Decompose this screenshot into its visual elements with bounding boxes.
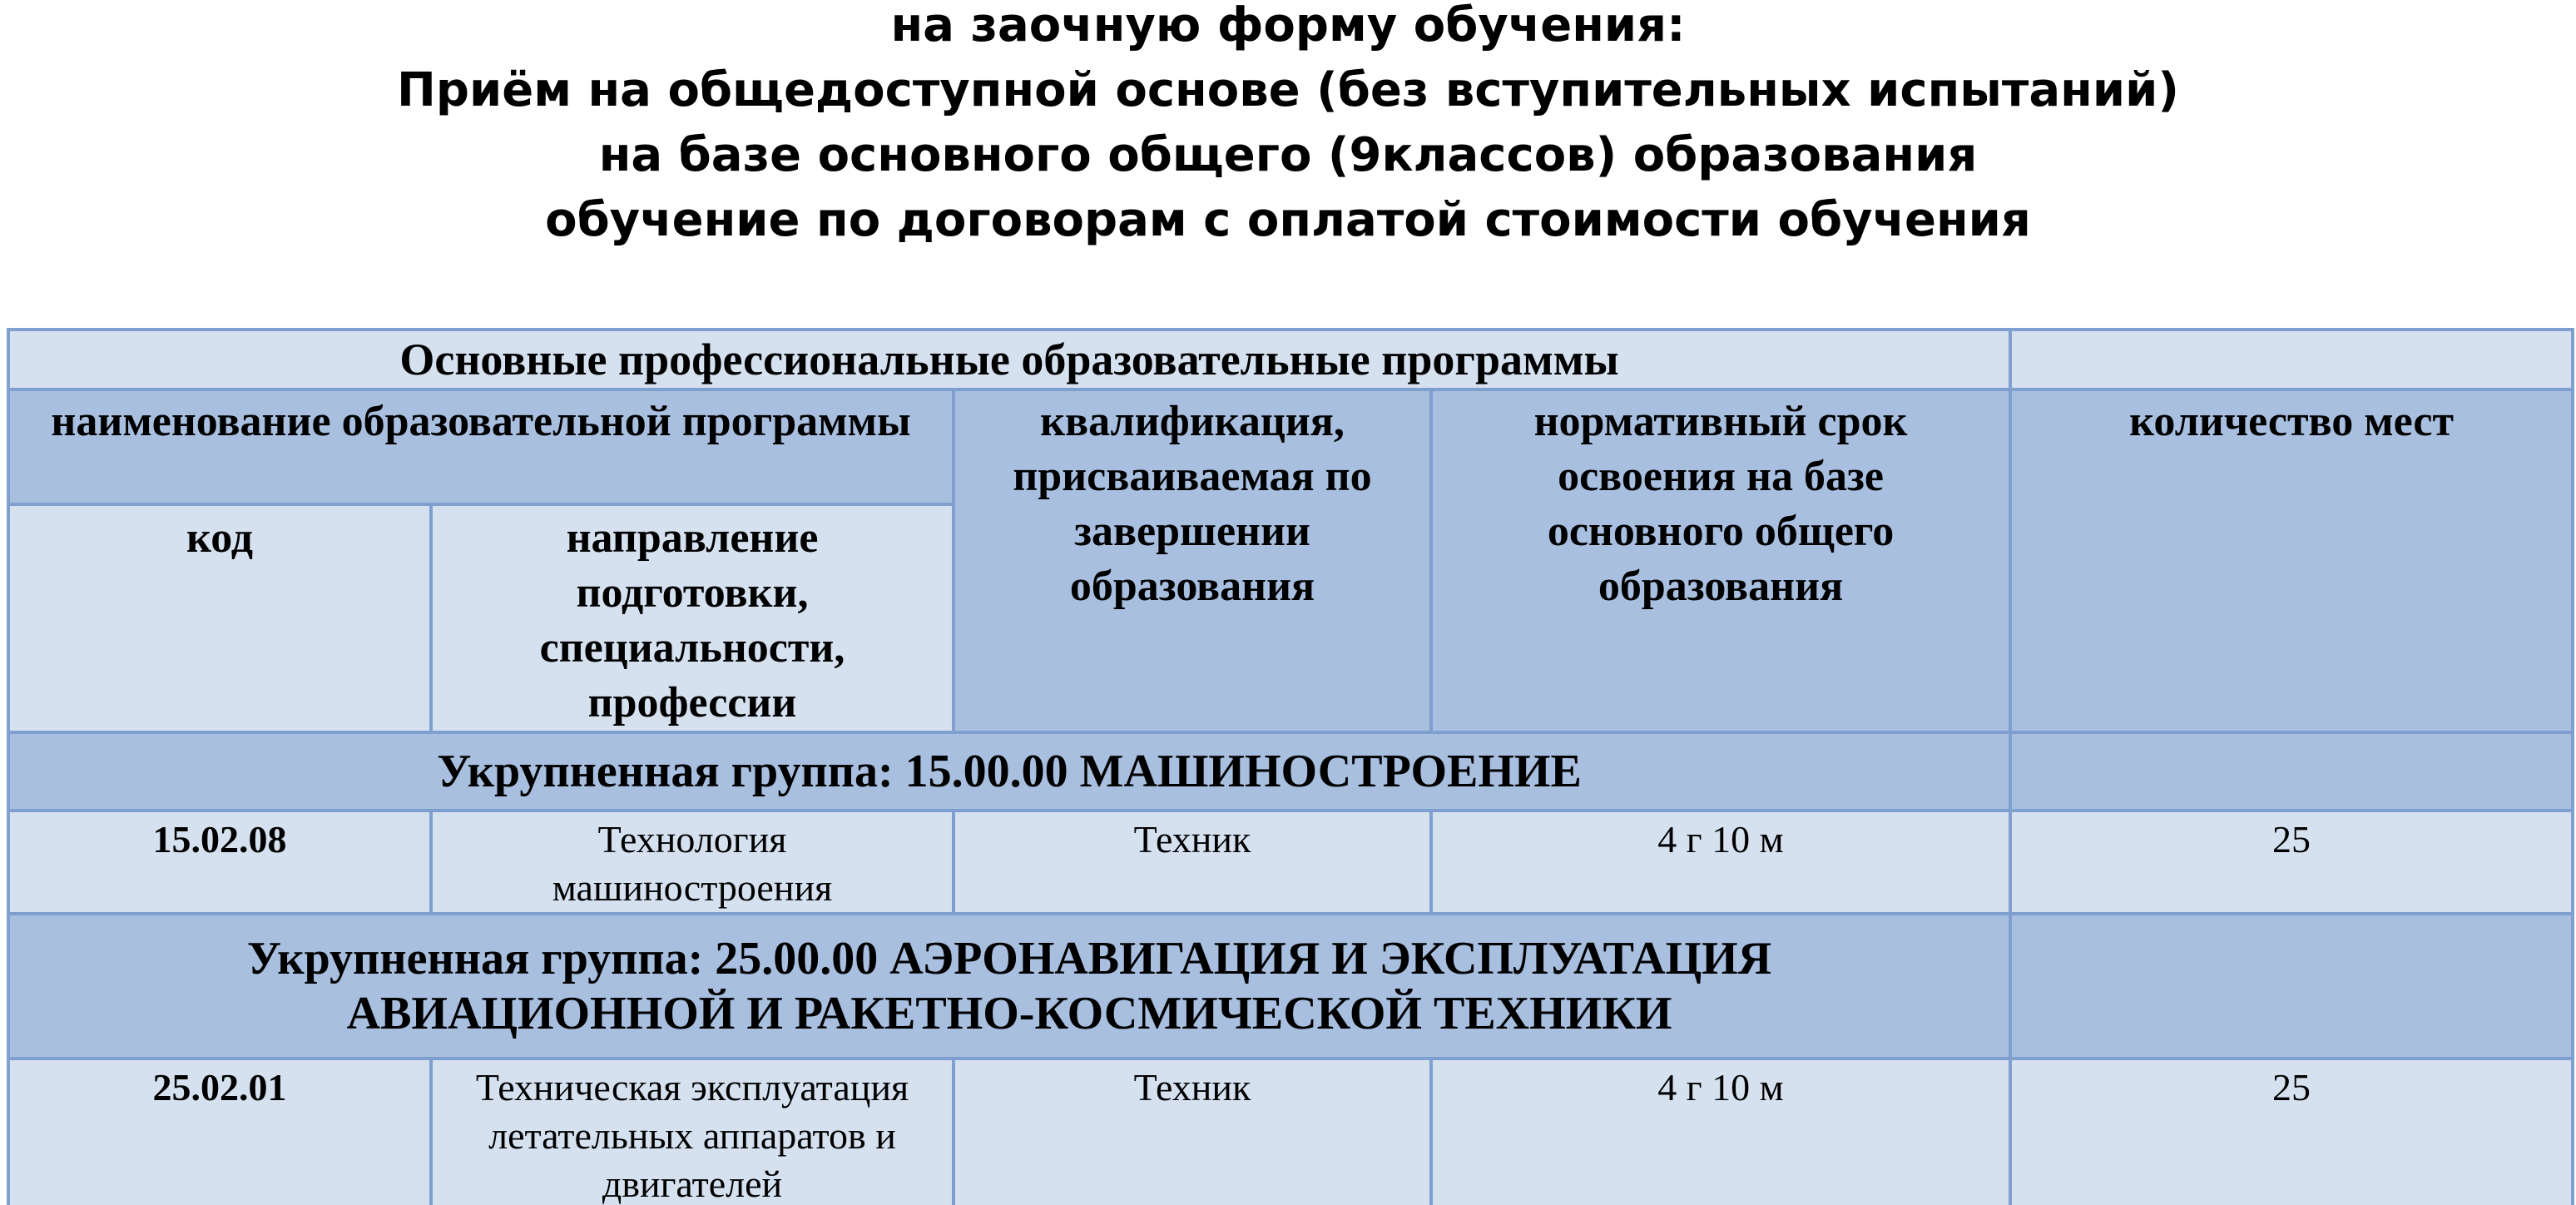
table-row xyxy=(8,1059,2573,1205)
table-header-row xyxy=(8,389,2573,504)
column-header-duration: нормативный срок освоения на базе основного общего образования xyxy=(1431,389,2010,732)
table-title: Основные профессиональные образовательные программы xyxy=(8,330,2010,389)
column-header-qualification: квалификация, присваиваемая по завершении образования xyxy=(954,389,1431,732)
column-header-direction: направление подготовки, специальности, профессии xyxy=(431,504,954,732)
header-line: на базе основного общего (9классов) образования xyxy=(598,128,1978,182)
table-title-empty-cell xyxy=(2010,330,2573,389)
group-row xyxy=(8,732,2573,811)
column-header-program-name: наименование образовательной программы xyxy=(8,389,954,504)
group-empty-cell xyxy=(2010,914,2573,1059)
document-header xyxy=(0,0,2576,253)
group-empty-cell xyxy=(2010,732,2573,811)
cell-qualification: Техник xyxy=(954,811,1431,914)
table-title-row xyxy=(8,330,2573,389)
cell-code: 15.02.08 xyxy=(8,811,431,914)
header-line: на заочную форму обучения: xyxy=(890,0,1686,52)
group-title: Укрупненная группа: 25.00.00 АЭРОНАВИГАЦИЯ И ЭКСПЛУАТАЦИЯ АВИАЦИОННОЙ И РАКЕТНО-КОСМИЧЕСКОЙ ТЕХНИКИ xyxy=(8,914,2010,1059)
header-line: обучение по договорам с оплатой стоимости обучения xyxy=(545,193,2031,247)
cell-duration: 4 г 10 м xyxy=(1431,811,2010,914)
header-line: Приём на общедоступной основе (без вступительных испытаний) xyxy=(397,63,2179,117)
cell-code: 25.02.01 xyxy=(8,1059,431,1205)
column-header-places: количество мест xyxy=(2010,389,2573,732)
group-row xyxy=(8,914,2573,1059)
cell-direction: Технология машиностроения xyxy=(431,811,954,914)
cell-duration: 4 г 10 м xyxy=(1431,1059,2010,1205)
programs-table xyxy=(7,328,2574,1205)
cell-places: 25 xyxy=(2010,1059,2573,1205)
cell-direction: Техническая эксплуатация летательных аппаратов и двигателей xyxy=(431,1059,954,1205)
table-row xyxy=(8,811,2573,914)
cell-qualification: Техник xyxy=(954,1059,1431,1205)
group-title: Укрупненная группа: 15.00.00 МАШИНОСТРОЕНИЕ xyxy=(8,732,2010,811)
column-header-code: код xyxy=(8,504,431,732)
cell-places: 25 xyxy=(2010,811,2573,914)
